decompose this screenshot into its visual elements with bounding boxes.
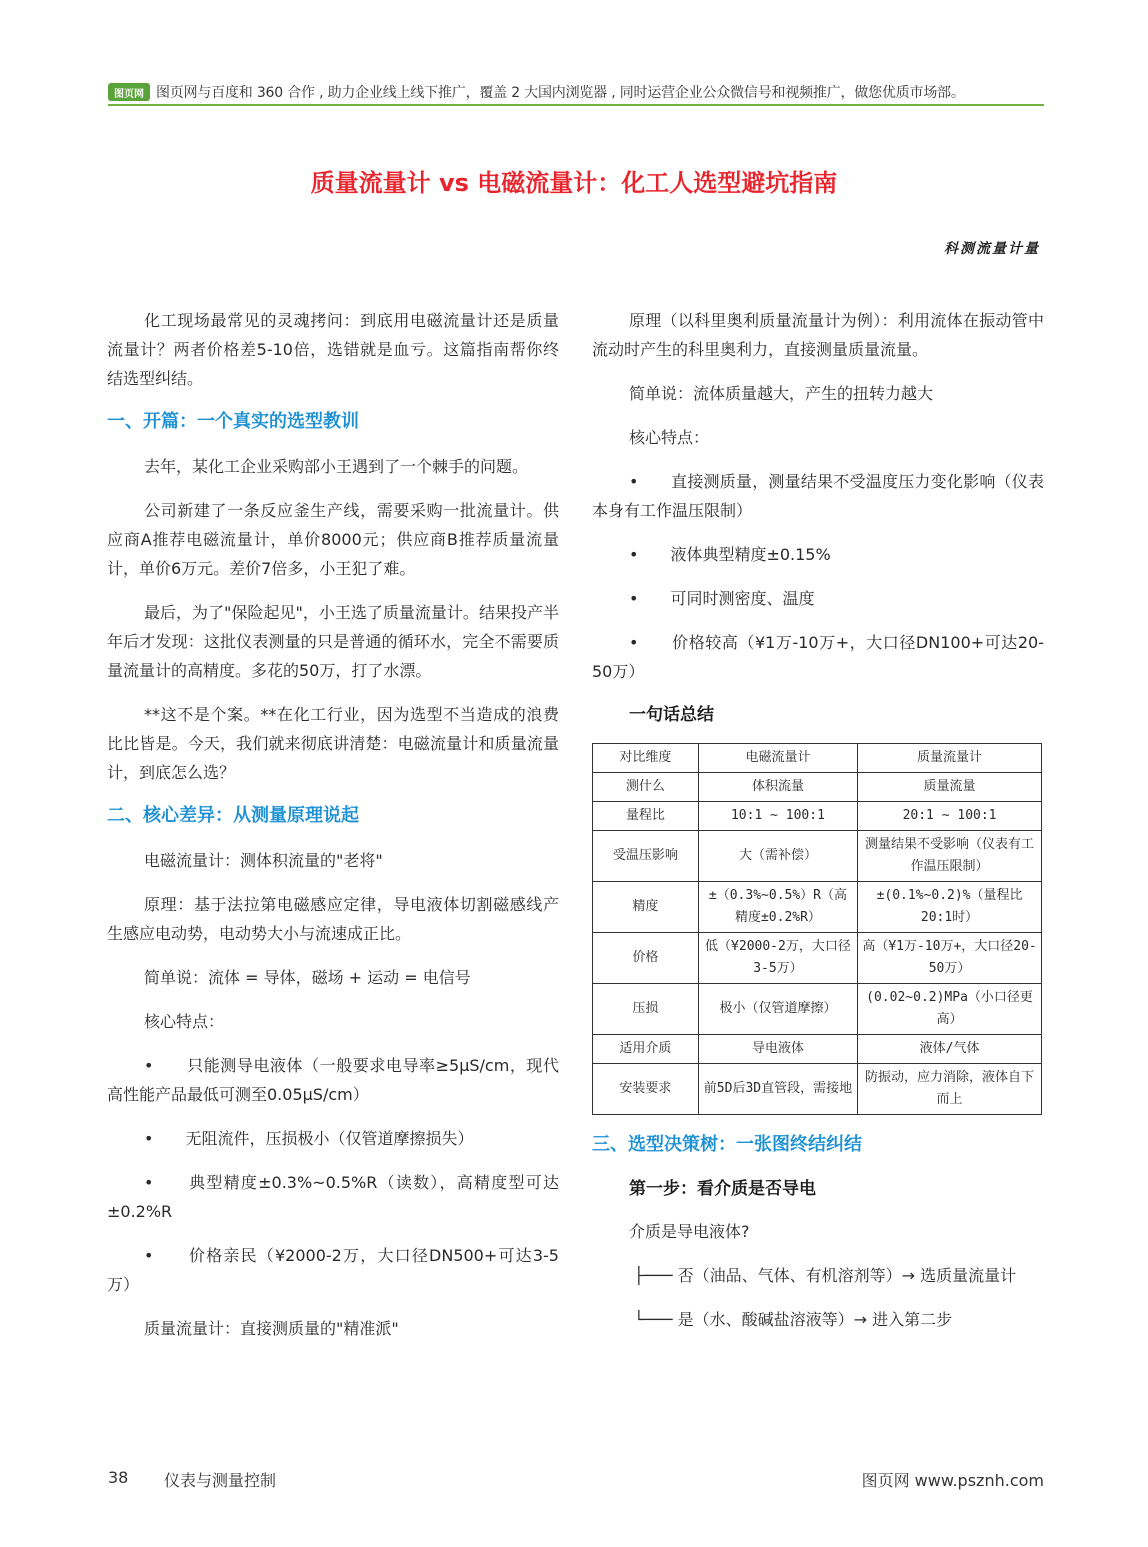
table-cell: 导电液体	[698, 1035, 857, 1064]
table-cell: 防振动，应力消除，液体自下而上	[858, 1064, 1042, 1115]
magazine-name: 仪表与测量控制	[164, 1471, 277, 1490]
list-item: • 无阻流件，压损极小（仅管道摩擦损失）	[144, 1129, 474, 1148]
table-cell: (0.02~0.2)MPa（小口径更高）	[858, 984, 1042, 1035]
decision-branch-yes: └─── 是（水、酸碱盐溶液等）→ 进入第二步	[634, 1310, 953, 1329]
left-column	[107, 306, 559, 1358]
footer-site: 图页网 www.psznh.com	[861, 1471, 1044, 1490]
article-author: 科测流量计量	[944, 241, 1040, 257]
table-row	[593, 984, 1042, 1035]
mass-simple: 简单说：流体质量越大，产生的扭转力越大	[629, 384, 934, 403]
right-column	[592, 306, 1044, 1349]
table-cell: 价格	[593, 933, 699, 984]
list-item: • 只能测导电液体（一般要求电导率≥5μS/cm，现代高性能产品最低可测至0.05μS/cm）	[107, 1056, 559, 1104]
step-1-question: 介质是导电液体?	[629, 1222, 750, 1241]
table-header-cell: 对比维度	[593, 744, 699, 773]
table-cell: 20:1 ~ 100:1	[858, 802, 1042, 831]
paragraph: 公司新建了一条反应釜生产线，需要采购一批流量计。供应商A推荐电磁流量计，单价8000元；供应商B推荐质量流量计，单价6万元。差价7倍多，小王犯了难。	[107, 501, 559, 578]
paragraph: 最后，为了"保险起见"，小王选了质量流量计。结果投产半年后才发现：这批仪表测量的只是普通的循环水，完全不需要质量流量计的高精度。多花的50万，打了水漂。	[107, 603, 559, 680]
table-cell: 受温压影响	[593, 831, 699, 882]
table-row	[593, 802, 1042, 831]
em-title: 电磁流量计：测体积流量的"老将"	[144, 851, 383, 870]
list-item: • 可同时测密度、温度	[629, 589, 815, 608]
list-item: • 液体典型精度±0.15%	[629, 545, 831, 564]
table-row	[593, 882, 1042, 933]
table-cell: 液体/气体	[858, 1035, 1042, 1064]
decision-branch-no: ├─── 否（油品、气体、有机溶剂等）→ 选质量流量计	[634, 1266, 1017, 1285]
table-header-cell: 质量流量计	[858, 744, 1042, 773]
table-cell: 量程比	[593, 802, 699, 831]
step-1-heading: 第一步：看介质是否导电	[629, 1179, 816, 1199]
table-row	[593, 1064, 1042, 1115]
table-row	[593, 933, 1042, 984]
table-cell: 体积流量	[698, 773, 857, 802]
table-row	[593, 831, 1042, 882]
table-cell: 精度	[593, 882, 699, 933]
comparison-table	[592, 743, 1042, 1115]
page-header	[108, 80, 1044, 104]
list-item: • 价格亲民（¥2000-2万，大口径DN500+可达3-5万）	[107, 1246, 559, 1294]
paragraph: **这不是个案。**在化工行业，因为选型不当造成的浪费比比皆是。今天，我们就来彻底讲清楚：电磁流量计和质量流量计，到底怎么选？	[107, 705, 559, 782]
table-cell: ±(0.1%~0.2)%（量程比20:1时）	[858, 882, 1042, 933]
paragraph: 去年，某化工企业采购部小王遇到了一个棘手的问题。	[144, 457, 529, 476]
table-cell: 安装要求	[593, 1064, 699, 1115]
table-cell: 测什么	[593, 773, 699, 802]
table-cell: 大（需补偿）	[698, 831, 857, 882]
table-cell: 压损	[593, 984, 699, 1035]
table-header-row	[593, 744, 1042, 773]
summary-heading: 一句话总结	[629, 705, 714, 725]
table-row	[593, 1035, 1042, 1064]
mass-principle: 原理（以科里奥利质量流量计为例）：利用流体在振动管中流动时产生的科里奥利力，直接测量质量流量。	[592, 311, 1044, 359]
site-logo: 图页网	[108, 83, 150, 101]
mass-title: 质量流量计：直接测质量的"精准派"	[144, 1319, 399, 1338]
table-cell: 适用介质	[593, 1035, 699, 1064]
list-item: • 典型精度±0.3%~0.5%R（读数），高精度型可达±0.2%R	[107, 1173, 559, 1221]
table-cell: 低（¥2000-2万，大口径3-5万）	[698, 933, 857, 984]
table-cell: 极小（仅管道摩擦）	[698, 984, 857, 1035]
table-cell: 高（¥1万-10万+，大口径20-50万）	[858, 933, 1042, 984]
intro-paragraph: 化工现场最常见的灵魂拷问：到底用电磁流量计还是质量流量计？两者价格差5-10倍，选错就是血亏。这篇指南帮你终结选型纠结。	[107, 311, 559, 388]
em-principle: 原理：基于法拉第电磁感应定律，导电液体切割磁感线产生感应电动势，电动势大小与流速成正比。	[107, 895, 559, 943]
list-item: • 价格较高（¥1万-10万+，大口径DN100+可达20-50万）	[592, 633, 1044, 681]
table-row	[593, 773, 1042, 802]
table-cell: ±（0.3%~0.5%）R（高精度±0.2%R）	[698, 882, 857, 933]
page-number: 38	[108, 1468, 129, 1487]
table-cell: 质量流量	[858, 773, 1042, 802]
article-title: 质量流量计 vs 电磁流量计：化工人选型避坑指南	[310, 169, 838, 197]
header-tagline: 图页网与百度和 360 合作 , 助力企业线上线下推广，覆盖 2 大国内浏览器 , 同时运营企业公众微信号和视频推广，做您优质市场部。	[156, 85, 965, 101]
em-features-label: 核心特点：	[144, 1012, 225, 1031]
section-2-heading: 二、核心差异：从测量原理说起	[107, 805, 359, 826]
section-1-heading: 一、开篇：一个真实的选型教训	[107, 411, 359, 432]
header-divider	[108, 104, 1044, 106]
list-item: • 直接测质量，测量结果不受温度压力变化影响（仪表本身有工作温压限制）	[592, 472, 1044, 520]
em-simple: 简单说：流体 = 导体，磁场 + 运动 = 电信号	[144, 968, 471, 987]
table-cell: 10:1 ~ 100:1	[698, 802, 857, 831]
mass-features-label: 核心特点：	[629, 428, 710, 447]
table-cell: 测量结果不受影响（仪表有工作温压限制）	[858, 831, 1042, 882]
table-header-cell: 电磁流量计	[698, 744, 857, 773]
section-3-heading: 三、选型决策树：一张图终结纠结	[592, 1134, 862, 1155]
table-cell: 前5D后3D直管段，需接地	[698, 1064, 857, 1115]
